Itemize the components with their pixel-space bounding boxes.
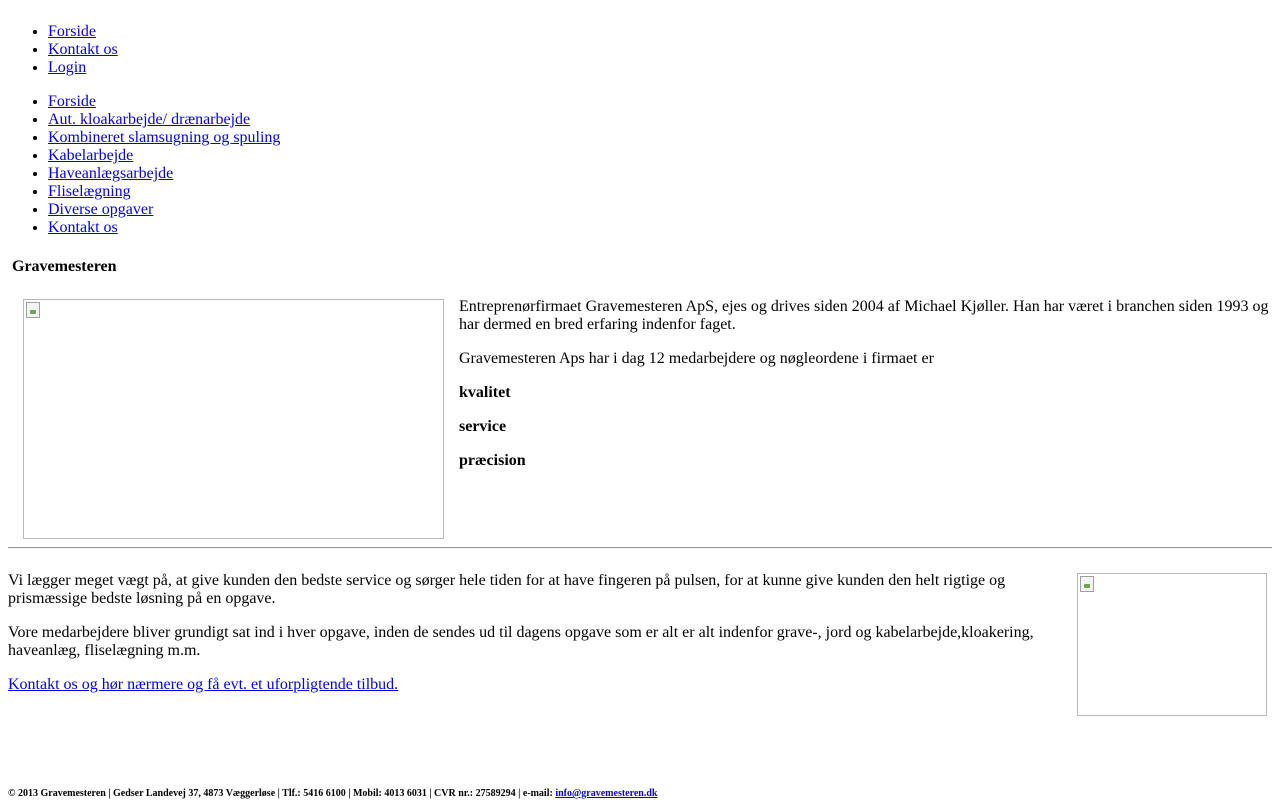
body-paragraph: Vi lægger meget vægt på, at give kunden den bedste service og sørger hele tiden for at have fingeren på pulsen, for at kunne give kunden den helt rigtige og prismæssige bedste løsning på en opgave. — [8, 572, 1006, 607]
top-nav-item — [48, 41, 118, 59]
top-nav-forside-link[interactable]: Forside — [48, 23, 96, 40]
intro-paragraph: Gravemesteren Aps har i dag 12 medarbejdere og nøgleordene i firmaet er — [459, 350, 934, 367]
intro-paragraph: Entreprenørfirmaet Gravemesteren ApS, ejes og drives siden 2004 af Michael Kjøller. Han har været i branchen siden 1993 og har dermed en bred erfaring indenfor faget. — [459, 298, 1269, 333]
main-nav-item — [48, 183, 280, 201]
keyword-kvalitet: kvalitet — [459, 384, 511, 401]
top-nav — [0, 23, 118, 77]
main-nav-item — [48, 93, 280, 111]
keyword-praecision: præcision — [459, 452, 526, 469]
main-nav-haveanlaeg-link[interactable]: Haveanlægsarbejde — [48, 165, 174, 182]
contact-offer-link[interactable]: Kontakt os og hør nærmere og få evt. et uforpligtende tilbud. — [8, 676, 399, 693]
footer-email-link[interactable]: info@gravemesteren.dk — [555, 788, 658, 799]
main-nav-fliselaegning-link[interactable]: Fliselægning — [48, 183, 131, 200]
side-image — [1077, 573, 1267, 716]
keyword-service: service — [459, 418, 507, 435]
main-nav-kloakarbejde-link[interactable]: Aut. kloakarbejde/ drænarbejde — [48, 111, 251, 128]
main-nav-item — [48, 219, 280, 237]
main-nav-kabelarbejde-link[interactable]: Kabelarbejde — [48, 147, 134, 164]
intro-text — [459, 298, 1274, 486]
main-nav-item — [48, 201, 280, 219]
top-nav-login-link[interactable]: Login — [48, 59, 87, 76]
top-nav-kontakt-link[interactable]: Kontakt os — [48, 41, 118, 58]
main-nav-item — [48, 165, 280, 183]
main-nav-item — [48, 129, 280, 147]
footer — [8, 788, 658, 800]
broken-image-icon — [26, 302, 40, 318]
top-nav-item — [48, 59, 118, 77]
hero-image — [23, 299, 444, 539]
broken-image-icon — [1080, 576, 1094, 592]
main-nav-item — [48, 111, 280, 129]
main-nav-kontakt-link[interactable]: Kontakt os — [48, 219, 118, 236]
footer-text: © 2013 Gravemesteren | Gedser Landevej 37, 4873 Væggerløse | Tlf.: 5416 6100 | Mobil: 4013 6031 | CVR nr.: 27589294 | e-mail: — [8, 788, 556, 799]
main-nav-item — [48, 147, 280, 165]
main-nav-forside-link[interactable]: Forside — [48, 93, 96, 110]
top-nav-item — [48, 23, 118, 41]
body-paragraph: Vore medarbejdere bliver grundigt sat ind i hver opgave, inden de sendes ud til dagens opgave som er alt er alt indenfor grave-, jord og kabelarbejde,kloakering, haveanlæg, fliselægning m.m. — [8, 624, 1034, 659]
divider — [8, 547, 1272, 549]
main-nav-slamsugning-link[interactable]: Kombineret slamsugning og spuling — [48, 129, 281, 146]
contact-paragraph — [8, 676, 1058, 694]
main-nav-diverse-link[interactable]: Diverse opgaver — [48, 201, 154, 218]
body-text — [8, 572, 1058, 710]
site-title: Gravemesteren — [12, 258, 117, 275]
main-nav — [0, 93, 280, 237]
